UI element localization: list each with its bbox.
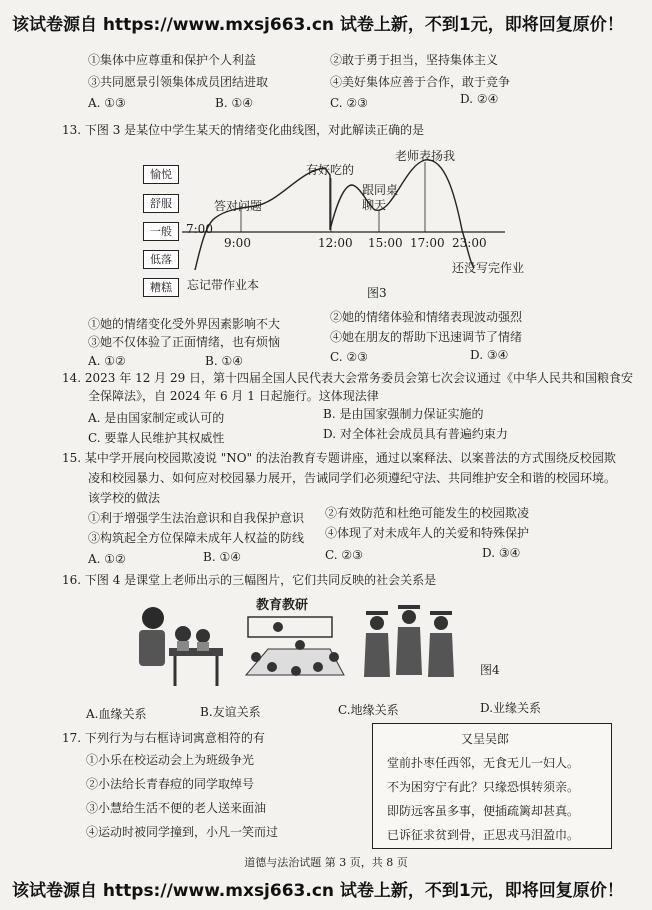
q17-stem: 17. 下列行为与右框诗词寓意相符的有: [62, 731, 265, 745]
q14-choice-a: A. 是由国家制定或认可的: [88, 411, 225, 425]
poem-title: 又呈吴郎: [461, 732, 510, 746]
q15-choice-a: A. ①②: [88, 552, 126, 566]
time-tick: 17:00: [410, 236, 445, 250]
q16-choice-a: A.血缘关系: [86, 707, 147, 721]
time-tick: 7:00: [186, 222, 213, 236]
bottom-banner: 该试卷源自 https://www.mxsj663.cn 试卷上新，不到1元，即将回复原价！: [12, 881, 624, 901]
q16-choice-c: C.地缘关系: [338, 703, 399, 717]
emotion-level-label: 糟糕: [143, 278, 179, 297]
q13-option-3: ③她不仅体验了正面情绪，也有烦恼: [88, 335, 281, 349]
q17-option-3: ③小慧给生活不便的老人送来面油: [86, 801, 267, 815]
q15-stem-line2: 凌和校园暴力、如何应对校园暴力展开，告诫同学们必须遵纪守法、共同维护安全和谐的校园环境。: [88, 471, 617, 485]
poem-line: 即防远客虽多事，便插疏篱却甚真。: [387, 804, 580, 818]
q17-option-4: ④运动时被同学撞到，小凡一笑而过: [86, 825, 279, 839]
teacher-student-picture: [125, 598, 225, 688]
q14-stem-line2: 全保障法》，自 2024 年 6 月 1 日起施行。这体现法律: [88, 389, 379, 403]
q15-option-2: ②有效防范和杜绝可能发生的校园欺凌: [325, 506, 530, 520]
q13-choice-d: D. ③④: [470, 348, 509, 362]
q15-choice-b: B. ①④: [203, 550, 241, 564]
event-label: 答对问题: [214, 199, 263, 213]
poem-line: 不为困穷宁有此？只缘恐惧转须亲。: [387, 780, 580, 794]
sign-label: 教育教研: [256, 598, 309, 613]
q12-choice-c: C. ②③: [330, 96, 368, 110]
q16-choice-d: D.业缘关系: [480, 701, 542, 715]
poem-line: 已诉征求贫到骨，正思戎马泪盈巾。: [387, 828, 580, 842]
event-label: 还没写完作业: [452, 261, 525, 275]
top-banner: 该试卷源自 https://www.mxsj663.cn 试卷上新，不到1元，即将回复原价！: [12, 15, 624, 35]
q12-choice-b: B. ①④: [215, 96, 253, 110]
q17-option-2: ②小法给长青春痘的同学取绰号: [86, 777, 255, 791]
classroom-group-picture: [238, 615, 348, 685]
q16-stem: 16. 下图 4 是课堂上老师出示的三幅图片，它们共同反映的社会关系是: [62, 573, 437, 587]
figure-caption: 图4: [480, 663, 500, 677]
q13-choice-b: B. ①④: [205, 354, 243, 368]
q12-option-4: ④美好集体应善于合作，敢于竞争: [330, 75, 511, 89]
q14-choice-c: C. 要靠人民维护其权威性: [88, 431, 225, 445]
q13-choice-a: A. ①②: [88, 354, 126, 368]
time-tick: 23:00: [452, 236, 487, 250]
q15-option-1: ①利于增强学生法治意识和自我保护意识: [88, 511, 305, 525]
emotion-level-label: 愉悦: [143, 165, 179, 184]
q14-choice-b: B. 是由国家强制力保证实施的: [323, 407, 484, 421]
figure-caption: 图3: [367, 286, 387, 300]
q13-option-4: ④她在朋友的帮助下迅速调节了情绪: [330, 330, 523, 344]
q12-option-3: ③共同愿景引领集体成员团结进取: [88, 75, 269, 89]
q14-choice-d: D. 对全体社会成员具有普遍约束力: [323, 427, 508, 441]
q13-option-2: ②她的情绪体验和情绪表现波动强烈: [330, 310, 523, 324]
q15-choice-c: C. ②③: [325, 548, 363, 562]
q13-option-1: ①她的情绪变化受外界因素影响不大: [88, 317, 281, 331]
time-tick: 12:00: [318, 236, 353, 250]
event-label: 有好吃的: [306, 163, 355, 177]
event-label: 跟同桌 聊天: [362, 183, 399, 212]
q15-option-3: ③构筑起全方位保障未成年人权益的防线: [88, 531, 305, 545]
q17-option-1: ①小乐在校运动会上为班级争光: [86, 753, 255, 767]
q13-stem: 13. 下图 3 是某位中学生某天的情绪变化曲线图，对此解读正确的是: [62, 123, 425, 137]
graduates-picture: [360, 605, 470, 685]
q12-choice-a: A. ①③: [88, 96, 126, 110]
event-label: 忘记带作业本: [187, 278, 260, 292]
page-footer: 道德与法治试题 第 3 页，共 8 页: [244, 856, 408, 869]
q12-choice-d: D. ②④: [460, 92, 499, 106]
poem-line: 堂前扑枣任西邻，无食无儿一妇人。: [387, 756, 580, 770]
q15-stem-line1: 15. 某中学开展向校园欺凌说 "NO" 的法治教育专题讲座，通过以案释法、以案普法的方式围绕反校园欺: [62, 451, 616, 465]
time-tick: 15:00: [368, 236, 403, 250]
q15-option-4: ④体现了对未成年人的关爱和特殊保护: [325, 526, 530, 540]
emotion-level-label: 一般: [143, 222, 179, 241]
q13-choice-c: C. ②③: [330, 350, 368, 364]
time-tick: 9:00: [224, 236, 251, 250]
q14-stem-line1: 14. 2023 年 12 月 29 日，第十四届全国人民代表大会常务委员会第七次会议通过《中华人民共和国粮食安: [62, 371, 634, 385]
event-label: 老师表扬我: [395, 149, 456, 163]
q15-stem-line3: 该学校的做法: [88, 491, 161, 505]
q15-choice-d: D. ③④: [482, 546, 521, 560]
q12-option-1: ①集体中应尊重和保护个人利益: [88, 53, 257, 67]
q12-option-2: ②敢于勇于担当，坚持集体主义: [330, 53, 499, 67]
q16-choice-b: B.友谊关系: [200, 705, 261, 719]
emotion-level-label: 舒服: [143, 194, 179, 213]
poem-box: [372, 723, 612, 849]
emotion-level-label: 低落: [143, 250, 179, 269]
